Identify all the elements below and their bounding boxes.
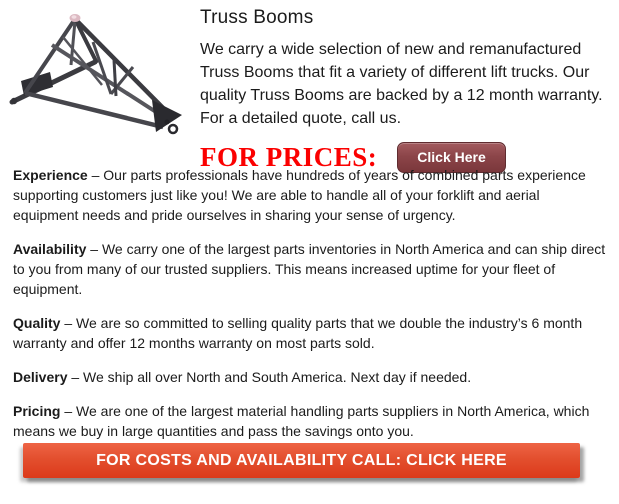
section-pricing-label: Pricing	[13, 403, 61, 419]
intro-paragraph: We carry a wide selection of new and remanufactured Truss Booms that fit a variety of different lift trucks. Our quality Truss Booms are backed by a 12 month warranty. For a detailed quote, call us.	[200, 41, 603, 127]
top-content	[200, 7, 614, 173]
section-experience	[13, 165, 607, 225]
section-experience-text: – Our parts professionals have hundreds of years of combined parts experience supporting customers just like you! We are able to handle all of your forklift and aerial equipment needs and pride ourselves in sharing your sense of urgency.	[13, 167, 586, 223]
section-delivery	[13, 367, 607, 387]
costs-availability-banner[interactable]	[23, 443, 580, 478]
costs-availability-banner-label: FOR COSTS AND AVAILABILITY CALL: CLICK HERE	[96, 451, 507, 469]
section-availability-text: – We carry one of the largest parts inventories in North America and can ship direct to you from many of our trusted suppliers. This means increased uptime for your fleet of equipment.	[13, 241, 606, 297]
click-here-button[interactable]: Click Here	[397, 142, 505, 173]
truss-boom-image	[5, 5, 195, 145]
section-quality-label: Quality	[13, 315, 61, 331]
section-availability	[13, 239, 607, 299]
section-pricing	[13, 401, 607, 441]
section-quality	[13, 313, 607, 353]
section-delivery-label: Delivery	[13, 369, 68, 385]
truss-boom-illustration	[5, 5, 195, 145]
description-sections	[13, 165, 607, 455]
section-delivery-text: – We ship all over North and South America. Next day if needed.	[67, 369, 472, 385]
section-quality-text: – We are so committed to selling quality parts that we double the industry’s 6 month warranty and offer 12 months warranty on most parts sold.	[13, 315, 583, 351]
page-title: Truss Booms	[200, 7, 314, 28]
section-experience-label: Experience	[13, 167, 88, 183]
for-prices-label: FOR PRICES:	[200, 142, 378, 172]
section-pricing-text: – We are one of the largest material handling parts suppliers in North America, which means we buy in large quantities and pass the savings onto you.	[13, 403, 590, 439]
section-availability-label: Availability	[13, 241, 87, 257]
